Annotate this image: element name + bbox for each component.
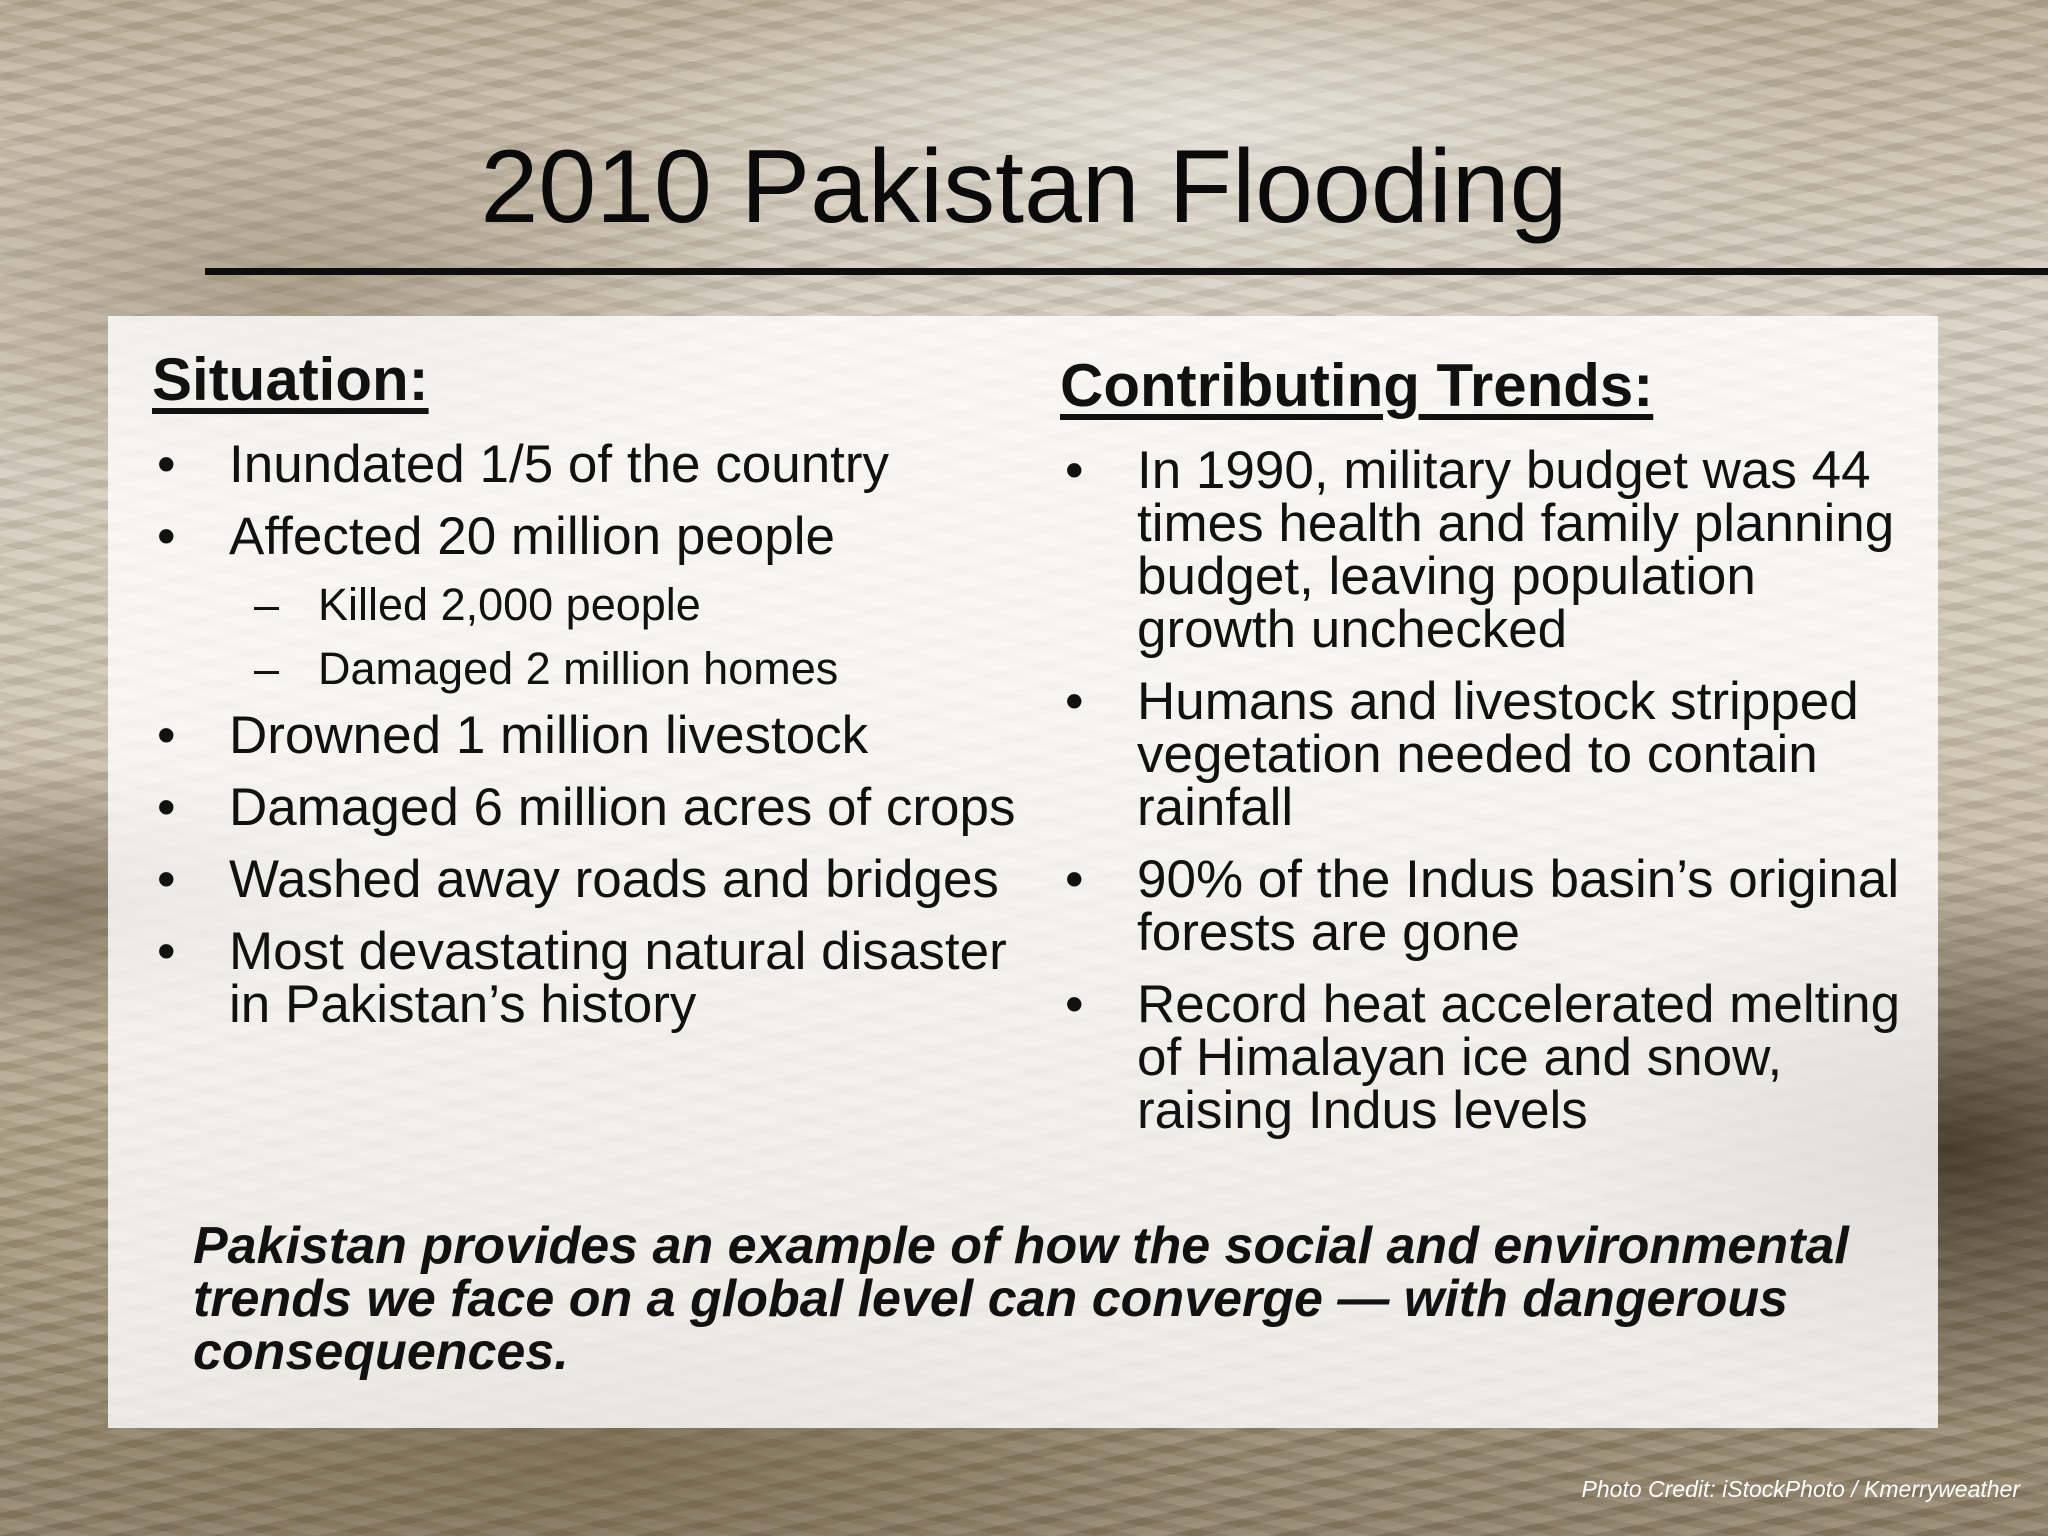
trend-bullet: • In 1990, military budget was 44 times health and family planning budget, leaving population growth unchecked bbox=[1060, 444, 1920, 656]
trend-bullet: • Humans and livestock stripped vegetation needed to contain rainfall bbox=[1060, 675, 1920, 834]
situation-bullet: • Affected 20 million people bbox=[152, 510, 1022, 563]
situation-heading: Situation: bbox=[152, 346, 429, 413]
trends-heading: Contributing Trends: bbox=[1060, 352, 1654, 419]
title-divider bbox=[205, 268, 2048, 275]
photo-credit: Photo Credit: iStockPhoto / Kmerryweather bbox=[1581, 1476, 2020, 1502]
situation-sub-bullet: – Killed 2,000 people bbox=[152, 582, 1022, 627]
situation-sub-bullet: – Damaged 2 million homes bbox=[152, 646, 1022, 691]
conclusion-statement: Pakistan provides an example of how the social and environmental trends we face on a global level can converge — with dangerous consequences. bbox=[193, 1217, 1849, 1382]
slide-title: 2010 Pakistan Flooding bbox=[480, 129, 1568, 245]
situation-bullet: • Inundated 1/5 of the country bbox=[152, 438, 1022, 491]
situation-bullet: • Washed away roads and bridges bbox=[152, 853, 1022, 906]
content-panel bbox=[108, 316, 1938, 1428]
trends-list bbox=[1060, 441, 1920, 1140]
trend-bullet: • 90% of the Indus basin’s original forests are gone bbox=[1060, 853, 1920, 959]
situation-bullet: • Most devastating natural disaster in Pakistan’s history bbox=[152, 925, 1022, 1031]
situation-bullet: • Drowned 1 million livestock bbox=[152, 709, 1022, 762]
situation-list bbox=[152, 435, 1022, 1034]
situation-bullet: • Damaged 6 million acres of crops bbox=[152, 781, 1022, 834]
trends-column bbox=[1060, 316, 1920, 1140]
situation-column bbox=[152, 316, 1022, 1034]
trend-bullet: • Record heat accelerated melting of Himalayan ice and snow, raising Indus levels bbox=[1060, 978, 1920, 1137]
